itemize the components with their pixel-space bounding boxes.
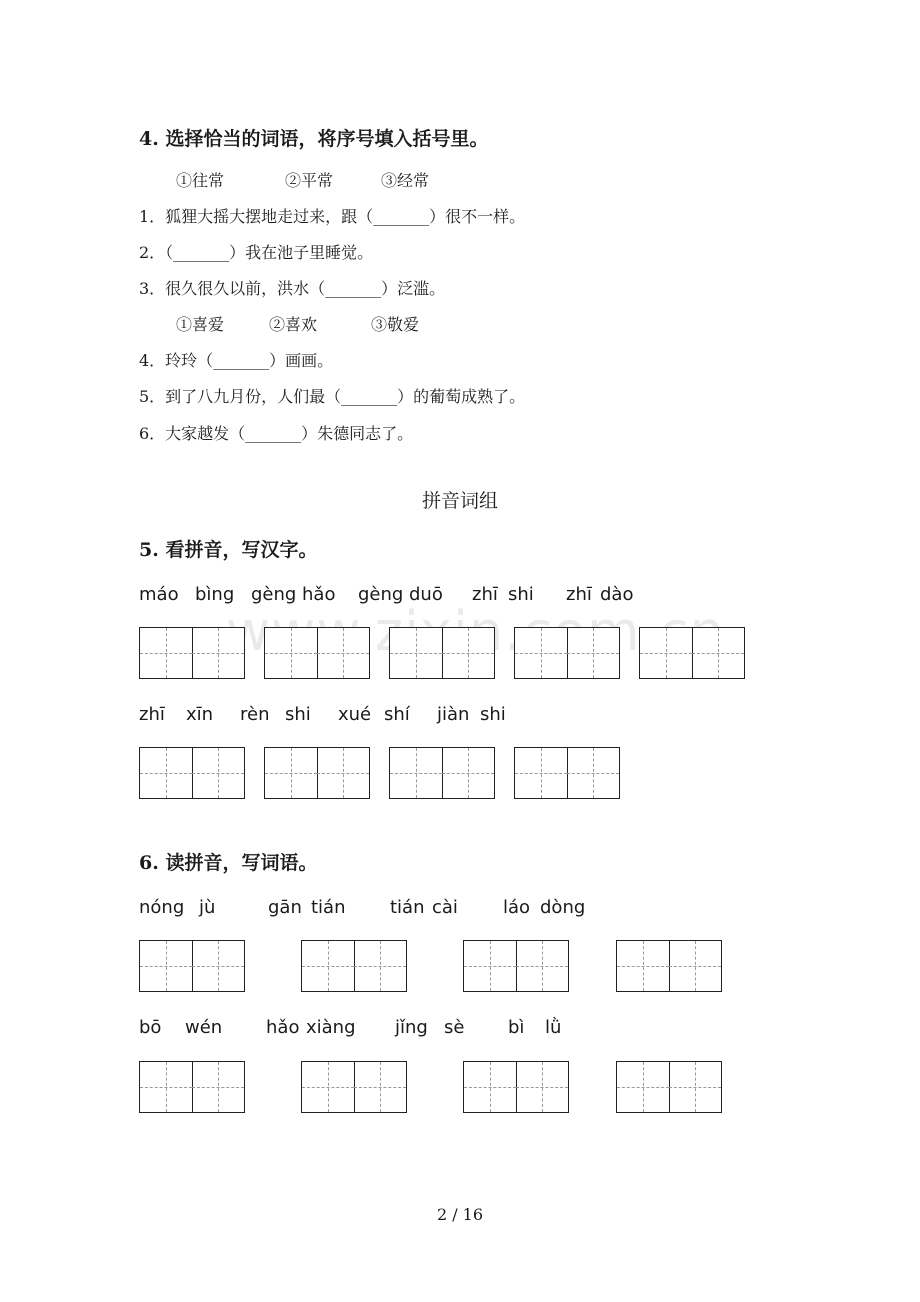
pinyin: zhī [472,584,498,605]
pinyin: jiàn [437,704,470,725]
pinyin: dòng [540,897,586,918]
pinyin: xīn [186,704,214,725]
writing-box[interactable] [389,627,495,679]
pinyin: hǎo [266,1017,300,1038]
pinyin: tián [311,897,346,918]
writing-box[interactable] [514,747,620,799]
q4-sentence-6[interactable]: 6．大家越发（_______）朱德同志了。 [139,424,414,443]
pinyin: gān [268,897,302,918]
pinyin: gèng [358,584,404,605]
q4-sentence-2[interactable]: 2．（_______）我在池子里睡觉。 [139,243,374,262]
writing-box[interactable] [616,940,722,992]
writing-box[interactable] [514,627,620,679]
section-title: 拼音词组 [421,490,498,512]
pinyin: zhī [566,584,592,605]
q5-heading: 5. 看拼音，写汉字。 [139,539,318,561]
q4-sentence-1[interactable]: 1．狐狸大摇大摆地走过来，跟（_______）很不一样。 [139,207,526,226]
writing-box[interactable] [301,940,407,992]
pinyin: shí [384,704,410,725]
q4-sentence-5[interactable]: 5．到了八九月份，人们最（_______）的葡萄成熟了。 [139,387,526,406]
option: ③敬爱 [371,315,420,334]
writing-box[interactable] [463,940,569,992]
writing-box[interactable] [616,1061,722,1113]
pinyin: gèng [251,584,297,605]
pinyin: shi [285,704,311,725]
writing-box[interactable] [301,1061,407,1113]
q4-heading: 4. 选择恰当的词语，将序号填入括号里。 [139,128,489,150]
writing-box[interactable] [139,747,245,799]
q4-sentence-3[interactable]: 3．很久很久以前，洪水（_______）泛滥。 [139,279,446,298]
pinyin: xué [338,704,372,725]
pinyin: lǜ [545,1017,562,1038]
pinyin: rèn [240,704,270,725]
writing-box[interactable] [139,1061,245,1113]
pinyin: duō [409,584,443,605]
pinyin: hǎo [302,584,336,605]
option: ③经常 [381,171,430,190]
pinyin: zhī [139,704,165,725]
pinyin: máo [139,584,179,605]
writing-box[interactable] [639,627,745,679]
option: ①喜爱 [176,315,225,334]
pinyin: shi [480,704,506,725]
writing-box[interactable] [389,747,495,799]
q6-heading: 6. 读拼音，写词语。 [139,852,318,874]
pinyin: cài [432,897,458,918]
pinyin: jù [199,897,216,918]
q4-options-group2 [176,312,419,335]
q4-sentence-4[interactable]: 4．玲玲（_______）画画。 [139,351,334,370]
pinyin: dào [600,584,634,605]
pinyin: sè [444,1017,465,1038]
option: ②平常 [285,171,334,190]
pinyin: bìng [195,584,235,605]
pinyin: láo [503,897,531,918]
writing-box[interactable] [139,627,245,679]
writing-box[interactable] [264,747,370,799]
pinyin: nóng [139,897,185,918]
writing-box[interactable] [139,940,245,992]
pinyin: tián [390,897,425,918]
pinyin: shi [508,584,534,605]
pinyin: xiàng [306,1017,356,1038]
pinyin: wén [185,1017,223,1038]
option: ①往常 [176,171,225,190]
writing-box[interactable] [463,1061,569,1113]
pinyin: jǐng [395,1017,428,1038]
page-number: 2 / 16 [436,1205,484,1224]
writing-box[interactable] [264,627,370,679]
option: ②喜欢 [269,315,318,334]
pinyin: bō [139,1017,162,1038]
q4-options-group1 [176,168,429,191]
pinyin: bì [508,1017,525,1038]
